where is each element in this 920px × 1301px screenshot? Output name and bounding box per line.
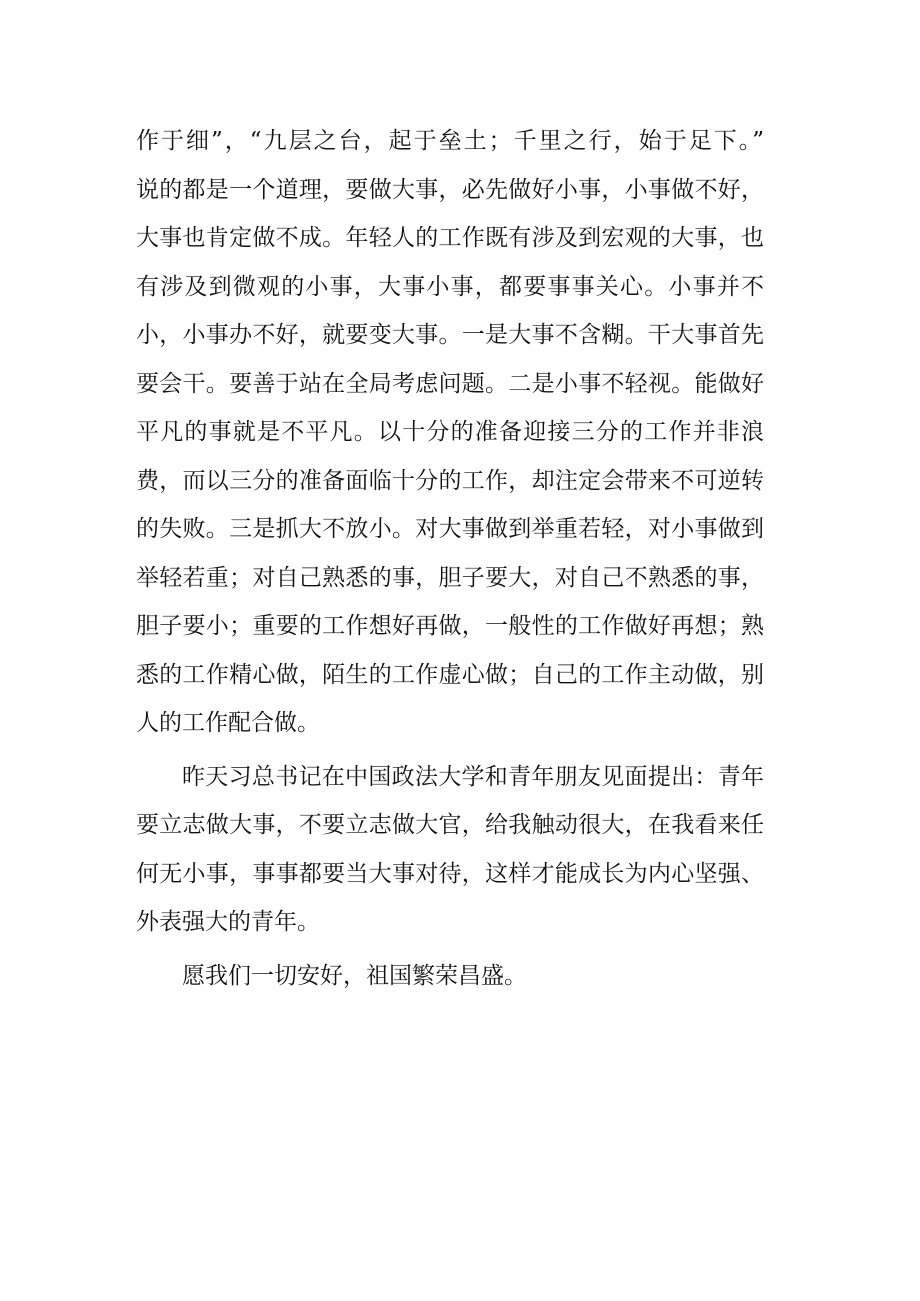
text-line: 要会干。要善于站在全局考虑问题。二是小事不轻视。能做好 — [136, 370, 764, 397]
text-line: 费，而以三分的准备面临十分的工作，却注定会带来不可逆转 — [136, 467, 764, 494]
text-line: 小，小事办不好，就要变大事。一是大事不含糊。干大事首先 — [136, 322, 764, 348]
text-line: 说的都是一个道理，要做大事，必先做好小事，小事做不好， — [136, 176, 764, 203]
paragraph-3 — [136, 952, 764, 1001]
text-line: 的失败。三是抓大不放小。对大事做到举重若轻，对小事做到 — [136, 516, 764, 542]
text-line: 大事也肯定做不成。年轻人的工作既有涉及到宏观的大事，也 — [136, 225, 764, 251]
document-body — [136, 117, 764, 1000]
text-line: 有涉及到微观的小事，大事小事，都要事事关心。小事并不 — [136, 273, 764, 300]
paragraph-2 — [136, 753, 764, 947]
text-line: 愿我们一切安好，祖国繁荣昌盛。 — [182, 962, 527, 989]
text-line: 作于细”，“九层之台，起于垒土；千里之行，始于足下。” — [136, 128, 764, 154]
text-line: 举轻若重；对自己熟悉的事，胆子要大，对自己不熟悉的事， — [136, 564, 764, 591]
text-line: 平凡的事就是不平凡。以十分的准备迎接三分的工作并非浪 — [136, 419, 764, 445]
text-line: 何无小事，事事都要当大事对待，这样才能成长为内心坚强、 — [136, 860, 764, 887]
text-line: 人的工作配合做。 — [136, 710, 320, 736]
text-line: 胆子要小；重要的工作想好再做，一般性的工作做好再想；熟 — [136, 613, 764, 639]
text-line: 悉的工作精心做，陌生的工作虚心做；自己的工作主动做，别 — [136, 661, 764, 688]
text-line: 要立志做大事，不要立志做大官，给我触动很大，在我看来任 — [136, 812, 764, 838]
paragraph-1 — [136, 117, 764, 748]
text-line: 昨天习总书记在中国政法大学和青年朋友见面提出：青年 — [182, 763, 764, 790]
text-line: 外表强大的青年。 — [136, 909, 320, 935]
